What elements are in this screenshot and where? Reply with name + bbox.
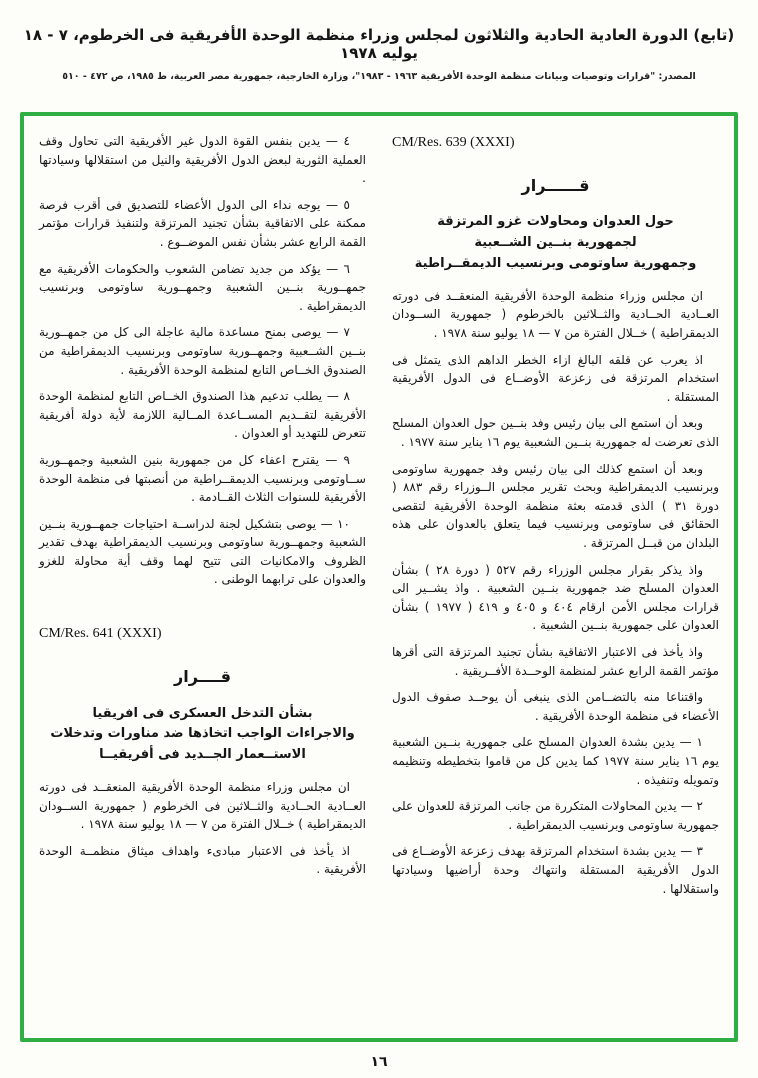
paragraph: ٢ — يدين المحاولات المتكررة من جانب المرتزقة للعدوان على جمهورية ساوتومى وبرنسيب الديمقراطية . <box>392 799 719 832</box>
paragraph: ١٠ — يوصى بتشكيل لجنة لدراســة احتياجات جمهــورية بنــين الشعبية وجمهــورية ساوتومى وبرنسيب الديمقراطية بهدف تقدير الظروف والامكانيات التى تتيح لهما وقف أية محاولة للغزو والعدوان على ترابهما الوطنى . <box>39 516 366 587</box>
content-frame <box>20 112 738 1042</box>
paragraph: ٦ — يؤكد من جديد تضامن الشعوب والحكومات الأفريقية مع جمهــورية بنــين الشعبية وجمهــورية ساوتومى وبرنسيب الديمقراطية . <box>39 261 366 313</box>
paragraph: ٥ — يوجه نداء الى الدول الأعضاء للتصديق فى أقرب فرصة ممكنة على الاتفاقية بشأن تجنيد المرتزقة ولتنفيذ قرارات مؤتمر القمة الرابع عشر بشأن نفس الموضــوع . <box>39 197 366 249</box>
paragraph: واذ يأخذ فى الاعتبار الاتفاقية بشأن تجنيد المرتزقة التى أقرها مؤتمر القمة الرابع عشر لمنظمة الوحــدة الأفــريقية . <box>392 644 719 678</box>
column-right <box>392 132 719 1026</box>
paragraph: اذ يعرب عن قلقه البالغ ازاء الخطر الداهم الذى يتمثل فى استخدام المرتزقة فى زعزعة الأوضــاع فى الدول الأفريقية المستقلة . <box>392 352 719 404</box>
resolution-id-639: CM/Res. 639 (XXXI) <box>392 135 515 150</box>
resolution-title-line: والاجراءات الواجب اتخاذها ضد مناورات وتدخلات <box>50 726 355 742</box>
paragraph: وبعد أن استمع الى بيان رئيس وفد بنــين حول العدوان المسلح الذى تعرضت له جمهورية بنــين الشعبية يوم ١٦ يناير سنة ١٩٧٧ . <box>392 416 719 450</box>
paragraph: ان مجلس وزراء منظمة الوحدة الأفريقية المنعقــد فى دورته العــادية الحــادية والثــلاثين بالخرطوم ( جمهورية الســودان الديمقراطية ) خــلال الفترة من ٧ — ١٨ يوليو سنة ١٩٧٨ . <box>392 288 719 341</box>
paragraph: ٩ — يقترح اعفاء كل من جمهورية بنين الشعبية وجمهــورية ســاوتومى وبرنسيب الديمقــراطية من أنصبتها فى منظمة الوحدة الأفريقية للسنوات الثلاث القــادمة . <box>39 452 366 505</box>
resolution-id-641: CM/Res. 641 (XXXI) <box>39 626 162 642</box>
page-number: ١٦ <box>370 1054 388 1070</box>
paragraph: ٨ — يطلب تدعيم هذا الصندوق الخــاص التابع لمنظمة الوحدة الأفريقية لتقــديم المســاعدة المــالية اللازمة لأية دولة أفريقية تتعرض للتهديد أو العدوان . <box>39 389 366 441</box>
paragraph: وبعد أن استمع كذلك الى بيان رئيس وفد جمهورية ساوتومى وبرنسيب الديمقراطية وبحث تقرير مجلس الــوزراء رقم ٨٨٣ ( دورة ٣١ ) الذى قدمته بعثة منظمة الوحدة الأفريقية لتقصى الحقائق فى ساوتومى وبرنسيب فيما يتعلق بالعدوان على هذه البلدان من قبــل المرتزقة . <box>392 461 719 550</box>
resolution-title-641 <box>39 704 366 766</box>
resolution-heading-641: قــــرار <box>174 666 231 686</box>
resolution-641-block <box>39 623 366 879</box>
resolution-title-line: حول العدوان ومحاولات غزو المرتزقة <box>437 214 674 230</box>
resolution-title-line: الاستــعمار الجــديد فى أفريقيــا <box>99 747 306 763</box>
paragraph: ان مجلس وزراء منظمة الوحدة الأفريقية المنعقــد فى دورته العــادية الحــادية والثــلاثين فى الخرطوم ( جمهورية الســودان الديمقراطية ) خــلال الفترة من ٧ — ١٨ يوليو سنة ١٩٧٨ . <box>39 779 366 832</box>
document-header <box>0 0 758 82</box>
paragraph: واذ يذكر بقرار مجلس الوزراء رقم ٥٢٧ ( دورة ٢٨ ) بشأن العدوان المسلح ضد جمهورية بنــين الشعبية . واذ يشــير الى قرارات مجلس الأمن ارقام ٤٠٤ و ٤٠٥ و ٤١٩ ( ١٩٧٧ ) بشأن العدوان على جمهورية بنــين الشعبية . <box>392 562 719 633</box>
paragraph: ٤ — يدين بنفس القوة الدول غير الأفريقية التى تحاول وقف العملية الثورية لبعض الدول الأفريقية والنيل من استقلالها وسيادتها . <box>39 134 366 186</box>
resolution-title-line: وجمهورية ساوتومى وبرنسيب الديمقــراطية <box>414 256 697 272</box>
paragraph: اذ يأخذ فى الاعتبار مبادىء واهداف ميثاق منظمــة الوحدة الأفريقية . <box>39 843 366 877</box>
column-left <box>39 132 366 1026</box>
paragraph: ٧ — يوصى بمنح مساعدة مالية عاجلة الى كل من جمهــورية بنــين الشــعبية وجمهــورية ساوتومى وبرنسيب الديمقراطية من الصندوق الخــاص التابع لمنظمة الوحدة الأفريقية . <box>39 325 366 377</box>
resolution-heading-639: قــــــرار <box>521 175 590 195</box>
paragraph: ١ — يدين بشدة العدوان المسلح على جمهورية بنــين الشعبية يوم ١٦ يناير سنة ١٩٧٧ كما يدين كل من قاموا بتخطيطه وتنظيمه وتمويله وتنفيذه . <box>392 735 719 787</box>
paragraph: واقتناعا منه بالتضــامن الذى ينبغى أن يوحــد صفوف الدول الأعضاء فى منظمة الوحدة الأفريقية . <box>392 690 719 723</box>
resolution-title-line: لجمهورية بنــين الشــعبية <box>474 235 637 251</box>
page-footer <box>0 1054 758 1070</box>
session-title: (تابع) الدورة العادية الحادية والثلاثون لمجلس وزراء منظمة الوحدة الأفريقية فى الخرطوم، ٧ - ١٨ يوليه ١٩٧٨ <box>23 26 735 62</box>
resolution-title-639 <box>392 212 719 274</box>
source-line: المصدر: "قرارات وتوصيات وبيانات منظمة الوحدة الأفريقية ١٩٦٣ - ١٩٨٣"، وزارة الخارجية، جمهورية مصر العربية، ط ١٩٨٥، ص ٤٧٢ - ٥١٠ <box>62 71 696 82</box>
paragraph: ٣ — يدين بشدة استخدام المرتزقة بهدف زعزعة الأوضــاع فى الدول الأفريقية المستقلة وانتهاك وحدة أراضيها وسيادتها واستقلالها . <box>392 844 719 896</box>
resolution-title-line: بشأن التدخل العسكرى فى افريقيا <box>92 705 313 721</box>
